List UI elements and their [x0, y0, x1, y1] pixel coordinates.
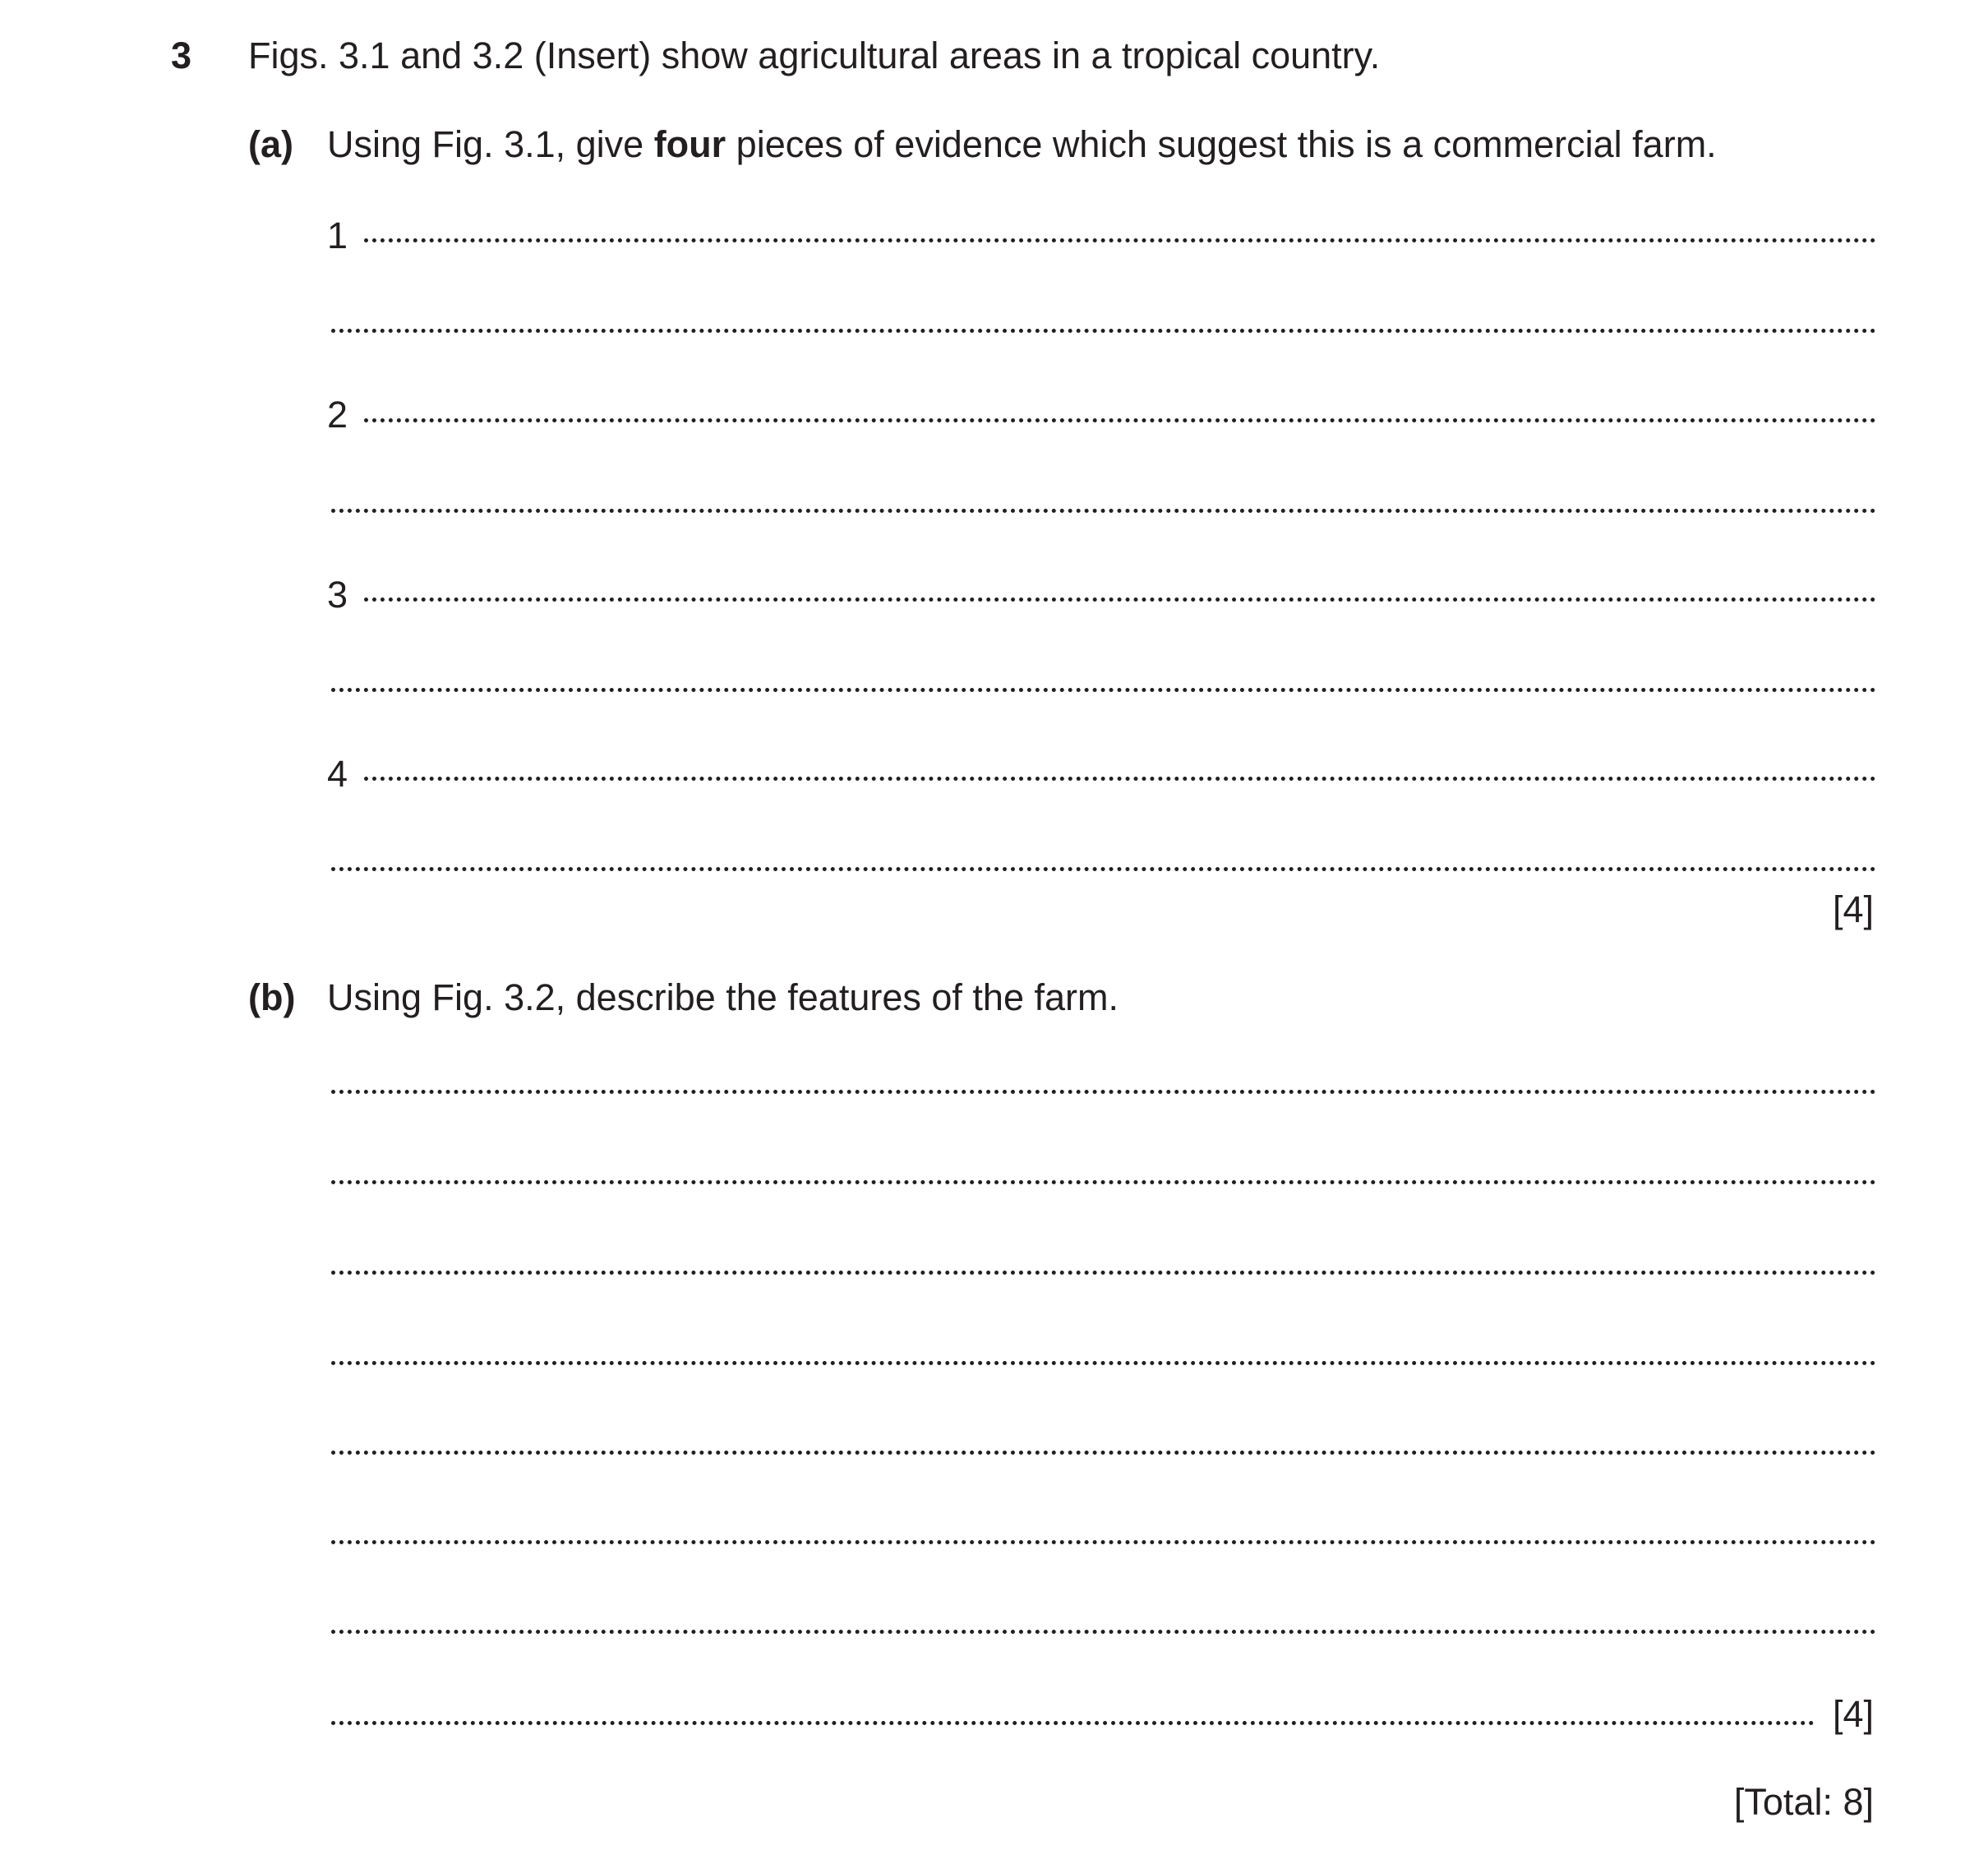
part-a-label: (a)	[248, 123, 293, 165]
answer-line-3a[interactable]	[364, 597, 1876, 602]
part-a-marks: [4]	[1832, 888, 1874, 930]
answer-number-1: 1	[327, 215, 348, 256]
answer-line-3b[interactable]	[331, 688, 1876, 692]
answer-line-b4[interactable]	[331, 1361, 1876, 1365]
part-a-prompt	[327, 123, 1717, 165]
answer-line-2a[interactable]	[364, 418, 1876, 422]
question-number: 3	[171, 35, 192, 76]
answer-line-b5[interactable]	[331, 1451, 1876, 1455]
answer-line-b3[interactable]	[331, 1271, 1876, 1275]
part-b-marks: [4]	[1832, 1693, 1874, 1735]
part-a-text-before: Using Fig. 3.1, give	[327, 123, 654, 165]
answer-line-b1[interactable]	[331, 1090, 1876, 1094]
part-a-text-bold: four	[653, 123, 726, 165]
answer-number-2: 2	[327, 394, 348, 436]
answer-line-1b[interactable]	[331, 329, 1876, 333]
question-stem: Figs. 3.1 and 3.2 (Insert) show agricultural areas in a tropical country.	[248, 35, 1381, 76]
answer-line-b7[interactable]	[331, 1630, 1876, 1634]
answer-line-2b[interactable]	[331, 509, 1876, 513]
answer-line-b6[interactable]	[331, 1540, 1876, 1544]
part-b-prompt: Using Fig. 3.2, describe the features of the farm.	[327, 976, 1119, 1018]
answer-line-4a[interactable]	[364, 777, 1876, 781]
part-a-text-after: pieces of evidence which suggest this is a commercial farm.	[726, 123, 1717, 165]
answer-line-b8[interactable]	[331, 1721, 1815, 1725]
answer-line-4b[interactable]	[331, 867, 1876, 871]
part-b-label: (b)	[248, 976, 296, 1018]
total-marks: [Total: 8]	[1733, 1781, 1874, 1823]
answer-number-3: 3	[327, 574, 348, 616]
answer-line-b2[interactable]	[331, 1180, 1876, 1184]
answer-number-4: 4	[327, 753, 348, 795]
answer-line-1a[interactable]	[364, 238, 1876, 242]
